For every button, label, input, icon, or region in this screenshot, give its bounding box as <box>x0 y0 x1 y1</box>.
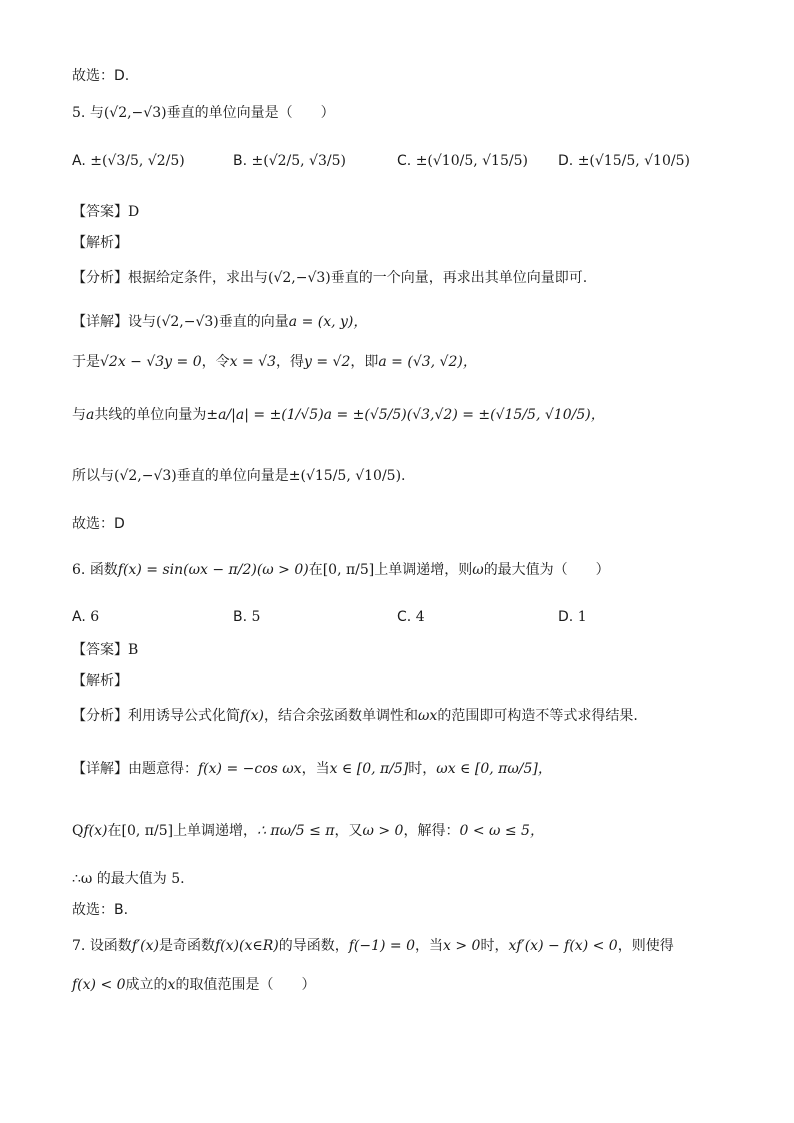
q6-detail-3 <box>72 869 185 889</box>
q7-line2-b: 成立的 <box>125 977 168 993</box>
q5-detail-2 <box>72 352 477 372</box>
q6-step2-a: 在 <box>107 823 122 839</box>
q5-detail-3: 与a共线的单位向量为±a/|a| = ±(1/√5)a = ±(√5/5)(√3,√2) = ±(√15/5, √10/5)， <box>72 407 605 423</box>
q6-stem <box>72 560 610 580</box>
q6-step2-d: ，又 <box>334 823 363 839</box>
q5-option-d-label: D. <box>558 153 574 169</box>
q5-choice-text: 故选：D <box>72 516 125 532</box>
q6-detail-1 <box>72 759 552 779</box>
q5-step2-d: ，得 <box>276 354 304 370</box>
q6-choice-text: 故选：B. <box>72 902 129 918</box>
q5-option-c <box>397 153 528 169</box>
q6-option-c-text: 4 <box>415 609 425 625</box>
q6-option-d-label: D. <box>558 609 574 625</box>
q5-option-b-text: ±(√2/5, √3/5) <box>251 153 346 169</box>
q5-step2-g: a = (√3, √2)， <box>378 354 477 370</box>
q5-detail-tag: 【详解】 <box>72 314 128 330</box>
q5-answer-tag: 【答案】 <box>72 204 128 220</box>
q5-choice <box>72 514 125 534</box>
q5-answer-value: D <box>128 204 140 220</box>
q6-option-c-label: C. <box>397 609 412 625</box>
q6-step2-b: 上单调递增， <box>173 823 258 839</box>
q5-option-b <box>233 153 346 169</box>
q6-step2-e: ω > 0 <box>362 823 404 839</box>
q5-option-d-text: ±(√15/5, √10/5) <box>577 153 690 169</box>
q6-detail-x: x ∈ [0, π/5] <box>329 761 409 777</box>
q6-stem-d: 的最大值为（ ） <box>483 562 610 578</box>
q5-option-c-text: ±(√10/5, √15/5) <box>415 153 528 169</box>
q6-step2-int: [0, π/5] <box>121 823 174 839</box>
q6-stem-b: 在 <box>308 562 323 578</box>
q5-step3-a: 与 <box>72 407 86 423</box>
q6-detail-c: 时， <box>408 761 437 777</box>
q7-f-prime: f′(x) <box>131 938 159 954</box>
q6-analysis-wx: ωx <box>418 708 438 724</box>
q6-option-b-label: B. <box>233 609 248 625</box>
q6-option-b <box>233 609 260 625</box>
q5-option-a <box>72 153 185 169</box>
q6-option-a-text: 6 <box>90 609 100 625</box>
q6-analysis-title <box>72 671 128 691</box>
q7-stem-e: 时， <box>480 938 509 954</box>
q5-analysis-vector: (√2,−√3) <box>268 270 331 286</box>
q7-stem-b: 是奇函数 <box>159 938 215 954</box>
q5-detail-1 <box>72 312 367 332</box>
q4-choice-text: 故选：D. <box>72 68 130 84</box>
q6-stem-a: 函数 <box>89 562 118 578</box>
q6-option-b-text: 5 <box>251 609 261 625</box>
q5-analysis-a: 根据给定条件，求出与 <box>128 270 268 286</box>
q7-stem-d: ，当 <box>415 938 444 954</box>
q6-choice <box>72 900 128 920</box>
q6-analysis <box>72 706 638 726</box>
q6-step2-c: ∴ πω/5 ≤ π <box>257 823 335 839</box>
q5-step2-b: ，令 <box>201 354 230 370</box>
q6-analysis-b: ，结合余弦函数单调性和 <box>264 708 419 724</box>
q7-stem-line-2 <box>72 975 315 995</box>
q5-analysis-title-text: 【解析】 <box>72 235 128 251</box>
q6-func: f(x) = sin(ωx − π/2)(ω > 0) <box>117 562 309 578</box>
q5-option-d <box>558 153 690 169</box>
q6-analysis-title-text: 【解析】 <box>72 673 128 689</box>
q7-number: 7. <box>72 938 86 954</box>
q6-answer <box>72 640 138 660</box>
q5-option-a-text: ±(√3/5, √2/5) <box>90 153 185 169</box>
q5-step4-c: ±(√15/5, √10/5). <box>288 468 406 484</box>
q5-stem-after: 垂直的单位向量是（ ） <box>166 105 335 121</box>
q5-stem-before: 与 <box>89 105 104 121</box>
q6-detail-tag: 【详解】 <box>72 761 128 777</box>
q4-answer-choice <box>72 66 129 86</box>
q5-step2-f: ，即 <box>350 354 379 370</box>
q5-analysis <box>72 268 587 288</box>
q6-analysis-tag: 【分析】 <box>72 708 128 724</box>
q6-detail-eq: f(x) = −cos ωx <box>198 761 302 777</box>
q5-number: 5. <box>72 105 86 121</box>
q7-stem-f: ，则使得 <box>617 938 674 954</box>
q6-number: 6. <box>72 562 86 578</box>
q5-detail-a: 设与 <box>128 314 156 330</box>
q7-cond3: xf′(x) − f(x) < 0 <box>508 938 618 954</box>
q6-option-d-text: 1 <box>577 609 587 625</box>
q5-detail-4 <box>72 466 406 486</box>
q7-line2-c: 的取值范围是（ ） <box>175 977 316 993</box>
q6-option-a-label: A. <box>72 609 86 625</box>
q7-stem-a: 设函数 <box>89 938 132 954</box>
q6-stem-c: 上单调递增，则 <box>374 562 473 578</box>
q6-detail-2 <box>72 821 544 841</box>
q5-detail-vec: a = (x, y)， <box>288 314 368 330</box>
q6-analysis-a: 利用诱导公式化简 <box>128 708 240 724</box>
q7-fx: f(x)(x∈R) <box>215 938 279 954</box>
q5-detail-b: 垂直的向量 <box>218 314 289 330</box>
q6-answer-value: B <box>128 642 139 658</box>
q6-analysis-c: 的范围即可构造不等式求得结果. <box>437 708 638 724</box>
q6-step2-g: 0 < ω ≤ 5， <box>459 823 544 839</box>
q5-step2-e: y = √2 <box>304 354 351 370</box>
q6-answer-tag: 【答案】 <box>72 642 128 658</box>
q6-option-d <box>558 609 587 625</box>
q5-step3-eq: ±a/|a| = ±(1/√5)a = ±(√5/5)(√3,√2) = ±(√15/5, √10/5)， <box>206 407 605 423</box>
q6-detail-b: ，当 <box>301 761 330 777</box>
q5-step2-eq: √2x − √3y = 0 <box>100 354 202 370</box>
q6-detail-wx: ωx ∈ [0, πω/5]， <box>436 761 552 777</box>
q7-line2-x: x <box>167 977 176 993</box>
q5-step4-b: 垂直的单位向量是 <box>176 468 289 484</box>
q5-analysis-tag: 【分析】 <box>72 270 128 286</box>
q6-analysis-fx: f(x) <box>240 708 265 724</box>
q5-option-a-label: A. <box>72 153 86 169</box>
q6-option-c <box>397 609 425 625</box>
q5-analysis-title <box>72 233 128 253</box>
q7-cond2: x > 0 <box>443 938 481 954</box>
q6-step3: ∴ω 的最大值为 5. <box>72 871 185 887</box>
q5-step3-b: 共线的单位向量为 <box>94 407 207 423</box>
q6-detail-a: 由题意得： <box>128 761 198 777</box>
q6-step2-fx: f(x) <box>83 823 108 839</box>
q5-step2-a: 于是 <box>72 354 100 370</box>
q5-vector: (√2,−√3) <box>103 105 167 121</box>
q7-stem-line-1 <box>72 936 674 956</box>
q5-step2-c: x = √3 <box>229 354 276 370</box>
q5-option-b-label: B. <box>233 153 248 169</box>
q6-step2-f: ，解得： <box>403 823 460 839</box>
q5-stem <box>72 103 335 123</box>
q7-stem-c: 的导函数， <box>278 938 349 954</box>
q5-step4-vector: (√2,−√3) <box>114 468 177 484</box>
q6-step2-q: Q <box>72 823 84 839</box>
q5-detail-vector: (√2,−√3) <box>156 314 219 330</box>
q6-interval: [0, π/5] <box>322 562 375 578</box>
q6-omega: ω <box>472 562 484 578</box>
q5-analysis-b: 垂直的一个向量，再求出其单位向量即可. <box>330 270 588 286</box>
q5-step4-a: 所以与 <box>72 468 114 484</box>
q6-option-a <box>72 609 99 625</box>
q5-answer <box>72 202 139 222</box>
q5-option-c-label: C. <box>397 153 412 169</box>
q7-cond1: f(−1) = 0 <box>348 938 416 954</box>
q7-line2-a: f(x) < 0 <box>72 977 126 993</box>
